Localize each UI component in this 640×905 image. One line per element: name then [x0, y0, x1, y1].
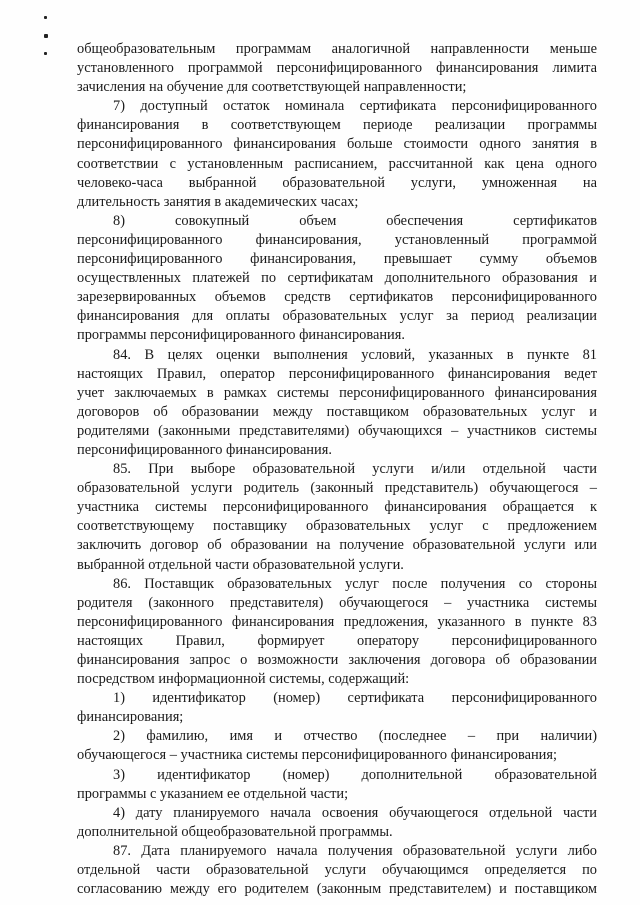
text-line: образовательной услуги родитель (законный представитель) обучающегося – [77, 480, 597, 497]
text-line: дополнительной общеобразовательной программы. [77, 823, 393, 840]
list-item-7: 7) доступный остаток номинала сертификата персонифицированного [113, 98, 597, 115]
text-line: финансирования для оплаты образовательных услуг за период реализации [77, 308, 597, 325]
text-line: финансирования запрос о возможности заключения договора об образовании [77, 652, 597, 668]
text-line: длительность занятия в академических часах; [77, 193, 359, 210]
text-line: обучающегося – участника системы персонифицированного финансирования; [77, 747, 558, 764]
text-line: договоров об образовании между поставщиком образовательных услуг и [77, 403, 597, 420]
document-body [77, 40, 597, 899]
text-line: персонифицированного финансирования, установленный программой [77, 231, 597, 248]
text-line: финансирования в соответствующем периоде реализации программы [77, 117, 597, 134]
text-line: соответствии с установленным расписанием, рассчитанной как цена одного [77, 155, 597, 172]
text-line: родителя (законного представителя) обучающегося – участника системы [77, 594, 597, 611]
text-line: заключить договор об образовании на получение образовательной услуги или [77, 537, 597, 554]
text-line: отдельной части образовательной услуги обучающимся определяется по [77, 862, 597, 879]
text-line: человеко-часа выбранной образовательной услуги, умноженная на [77, 174, 597, 191]
text-line: посредством информационной системы, содержащий: [77, 671, 410, 688]
list-item-8: 8) совокупный объем обеспечения сертификатов [113, 212, 597, 229]
text-line: программы с указанием ее отдельной части; [77, 785, 349, 802]
text-line: настоящих Правил, оператор персонифицированного финансирования ведет [77, 365, 597, 382]
text-line: соответствующему поставщику образовательных услуг с предложением [77, 518, 597, 535]
clause-87: 87. Дата планируемого начала получения образовательной услуги либо [113, 842, 597, 859]
text-line: персонифицированного финансирования, превышает сумму объемов [77, 251, 597, 268]
text-line: учет заключаемых в рамках системы персонифицированного финансирования [77, 384, 597, 401]
clause-85: 85. При выборе образовательной услуги и/или отдельной части [113, 461, 597, 478]
text-line: программы персонифицированного финансирования. [77, 327, 405, 344]
text-line: зачисления на обучение для соответствующей направленности; [77, 79, 467, 96]
clause-84: 84. В целях оценки выполнения условий, указанных в пункте 81 [113, 346, 597, 363]
text-line: финансирования; [77, 709, 184, 726]
text-line: установленного программой персонифицированного финансирования лимита [77, 60, 597, 77]
binding-dot [44, 16, 47, 19]
text-line: зарезервированных объемов средств сертификатов персонифицированного [77, 289, 597, 306]
text-line: персонифицированного финансирования больше стоимости одного занятия в [77, 136, 597, 153]
binding-dot [44, 34, 48, 38]
text-line: персонифицированного финансирования. [77, 441, 332, 458]
text-line: настоящих Правил, формирует оператору персонифицированного [77, 632, 597, 649]
text-line: персонифицированного финансирования предложения, указанного в пункте 83 [77, 613, 597, 630]
list-item-1: 1) идентификатор (номер) сертификата персонифицированного [113, 690, 597, 707]
text-line: согласованию между его родителем (законным представителем) и поставщиком [77, 881, 597, 898]
list-item-3: 3) идентификатор (номер) дополнительной образовательной [113, 766, 597, 783]
text-line: родителями (законными представителями) обучающихся – участников системы [77, 422, 597, 439]
list-item-2: 2) фамилию, имя и отчество (последнее – при наличии) [113, 728, 597, 745]
clause-86: 86. Поставщик образовательных услуг после получения со стороны [113, 575, 597, 592]
text-line: выбранной отдельной части образовательной услуги. [77, 556, 404, 573]
binding-dot [44, 52, 47, 55]
list-item-4: 4) дату планируемого начала освоения обучающегося отдельной части [113, 804, 597, 821]
text-line: участника системы персонифицированного финансирования обращается к [77, 499, 597, 516]
text-line: общеобразовательным программам аналогичной направленности меньше [77, 41, 597, 57]
text-line: осуществленных платежей по сертификатам дополнительного образования и [77, 270, 597, 287]
